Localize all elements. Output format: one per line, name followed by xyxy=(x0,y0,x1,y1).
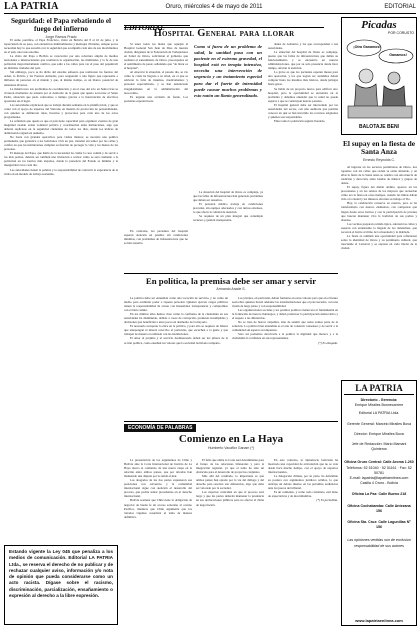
masthead-line: Casilla 4 Oruro - Bolivia xyxy=(360,481,398,486)
issue-date: Oruro, miércoles 4 de mayo de 2011 xyxy=(165,4,263,10)
editorial-col-3: dades de Gobierno y las que corresponden a sus autoridades. La situación del hospital de Oruro es compleja, puesto que las fallas de infraestructura que dañan su funcionamiento y se encuentra en nuevas administraciones, que por su sola presencia desde hace tiempo, afectan la atención. Lo grave es que los pacientes esperan meses para una operación, y los que logran ser atendidos deben comprar hasta los insumos más básicos, desde jeringas hasta gasas. Se habla de un proyecto nuevo para edificar otro hospital, pero la oportunidad se encuentra en el problema y debemos entender que la salud no puede esperar a que se construyan nuevas paredes. El hospital general debe ser intervenido por las autoridades del sector, con una auditoría que permita conocer en qué se han invertido los recursos asignados y quiénes son responsables. Entre tanto la población seguirá llorando. xyxy=(268,42,338,123)
page-header xyxy=(4,1,416,14)
masthead-line: Teléfonos: 52 51040 · 52 51161 · Fax: 52 50781 xyxy=(346,465,412,475)
editorial-col-2: La situación del hospital de Oruro es compleja, ya que las fallas de infraestructura han generado problemas que deben ser resueltos. El personal médico trabaja en condiciones precarias, sin equipos adecuados y con turnos extensos, lo que afecta la calidad de atención. Se requiere de un plan integral que contemple recursos y gestión transparente. xyxy=(193,190,263,223)
cartoon-caption: BALOTAJE BENI xyxy=(359,124,399,130)
article-supay xyxy=(341,140,417,162)
article-byline: Armando Aracle S. xyxy=(216,287,246,291)
article-body: Al ingresar en los sectores periurbanos de Oruro, nos topamos con las calles que recién se están abriendo, y en ellas la fiesta de la Santa Anza se celebra con una mezcla de tradición y devoción, entre bandas de música y grupos de danza. El supay, figura del diablo andino, aparece en las procesiones y en los relatos de los mayores que recuerdan cómo era la fiesta en otros tiempos, cuando las minas daban vida a la ciudad y los mineros ofrecían su trabajo al Tío. Hoy, la celebración conserva su esencia, pero se ha transformado con nuevos elementos, con comparsas que llegan desde otros barrios y con la participación de jóvenes que buscan mantener viva la tradición de sus padres y abuelos. Los vecinos preparan comida típica, adornan las calles y esperan con entusiasmo la llegada de los danzarines, que recorren el barrio al ritmo de la morenada y la diablada. La fiesta es también una oportunidad para reflexionar sobre la identidad de Oruro y su patrimonio cultural, que trasciende el Carnaval y se expresa en cada rincón de la ciudad. xyxy=(341,165,417,250)
masthead-line: Gerente General: Marcelo Miralles Bova xyxy=(346,421,412,426)
editorial-pullquote: Como si fuera de un problema de salud, la sanidad pasa con un paciente en el extremo gravedad, el hospital está en terapia intensiva, necesita una intervención de urgencia y un tratamiento especial para dar el fuerte de intensidad puede causar muchos problemas y esto razón un llanto generalizado. xyxy=(194,44,262,98)
editorial-col-1b: En contraste, los pacientes del hospital esperan atención en pasillos sin condiciones mínimas, con problemas de infraestructura que no se han resuelto. xyxy=(124,229,188,246)
article-haya-col-3: En este contexto, la diplomacia boliviana ha mostrado una capacidad de articulación que no se veía desde hace mucho tiempo, con el apoyo de expertos internacionales. La delegación chilena, por su parte, ha defendido su postura con argumentos jurídicos sólidos, lo que anticipa un debate intenso en las próximas audiencias ante los jueces del tribunal. Es un comienzo, y como todo comienzo, está lleno de expectativas y de incertidumbre. (*) Es periodista. xyxy=(268,458,338,503)
editorial-label-box xyxy=(124,17,190,26)
masthead-line: Oficina Sta. Cruz: Calle Lagunillas Nº 156 xyxy=(347,520,411,530)
article-title: En política, la premisa debe ser amar y servir xyxy=(145,276,317,286)
column-kicker: ECONOMÍA DE PALABRAS xyxy=(124,424,196,432)
legal-notice xyxy=(4,545,118,625)
article-body: El sumo pontífice, el Papa Francisco, visitó en Bolivia del 8 al 10 de julio, y la repercusión de su paso, con encuentros multitudinarios y mensajes vibrantes, aunque pocos recuerdan hoy lo que sucedió con la seguridad que acompañó cada uno de sus movimientos en el país, una tarea enorme. La visita del Papa a Bolivia se caracterizó por una cobertura amplia de medios nacionales e internacionales que resaltaron la organización, las multitudes y la fe de una población mayoritariamente católica, que salió a las calles para ver el paso del papamóvil en distintas ciudades del país. Sin embargo, poco se ha dicho del enorme esfuerzo que realizaron las fuerzas del orden, la Policía y las Fuerzas Armadas, para resguardar a una figura que representa a millones de personas en el mundo y que, al mismo tiempo, es un blanco potencial de amenazas diversas. La misión tuvo sus problemas de coordinación, y en el caso del acto en Santa Cruz se vivieron momentos de tensión por el desborde de la gente que quería acercarse al Santo Padre, situación que pudo controlarse a tiempo gracias a la intervención de efectivos apostados en el lugar. Las autoridades explicaron que se trabajó durante semanas en la planificación, y que se contó con el apoyo de expertos del Vaticano en materia de protección de personalidades, con quienes se definieron rutas, horarios y protocolos para cada uno de los actos programados. La reflexión que queda es que el país tiene capacidad para organizar eventos de gran magnitud cuando existe voluntad política y coordinación entre instituciones, algo que debería replicarse en la seguridad ciudadana de todos los días, donde los índices de delincuencia siguen en aumento. No basta con grandes operativos para visitas ilustres; se necesita una política permanente que garantice a los bolivianos vivir en paz, transitar sin temor por las calles y confiar en que las instituciones cumplen su función de proteger la vida y los bienes de las personas. El mensaje del Papa, que habló de la necesidad de cuidar la casa común y de servir a los más pobres, debería ser también una invitación a revisar cómo se está cuidando a la población en los barrios más alejados, donde la presencia del Estado es mínima y la inseguridad crece cada día. Las autoridades tienen la palabra y la responsabilidad de convertir la experiencia de la visita en un modelo de trabajo sostenido. xyxy=(4,38,118,176)
article-byline: Ernesto Reynolds C. xyxy=(362,158,396,163)
editorial-header xyxy=(124,17,324,39)
editorial-pullquote-box xyxy=(193,42,263,192)
cartoon-title: Picadas xyxy=(361,19,397,31)
masthead-web[interactable]: www.lapatriaenlinea.com xyxy=(355,618,403,623)
article-politica-header xyxy=(124,276,338,291)
masthead-list xyxy=(344,398,414,549)
divider xyxy=(124,421,338,422)
article-seguridad xyxy=(4,17,118,39)
editorial-title: Hospital General para llorar xyxy=(153,28,295,39)
article-politica-col-2: Los jóvenes, en particular, deben formarse en estos valores para que en el futuro sean ellos quienes lleven adelante las transformaciones que el país necesita, con una visión de largo plazo y con responsabilidad. Las organizaciones sociales y los partidos políticos tienen un rol fundamental en la formación de nuevos liderazgos, y deben promover la participación democrática y el respeto a las diferencias. No se trata de buscar culpables, sino de asumir que todos somos parte de la solución. La política bien entendida es el arte de construir consensos y de servir a la comunidad sin esperar recompensas. Solo así podremos devolverle a la política la dignidad que merece y a la ciudadanía la confianza en sus representantes. (*) Es abogado. xyxy=(232,296,338,345)
masthead-line: Director: Enrique Miralles Bova xyxy=(354,431,404,436)
masthead-box xyxy=(341,380,417,626)
cartoon-bubble-2: Ganamos! xyxy=(389,53,407,57)
article-title: Seguridad: el Papa rebatiendo el fuego del infierno xyxy=(10,17,112,33)
cartoon-panel xyxy=(341,17,417,135)
masthead-line: Oficina Cochabamba: Calle Antezana 156 xyxy=(347,503,411,513)
masthead-line: Jefe de Redacción: Mario Mamani Quinteros xyxy=(351,442,407,452)
article-haya-col-1: La presentación de los argumentos de Chile y Bolivia ante la Corte Internacional de Justicia de La Haya marca el comienzo de una nueva etapa en la relación entre ambos países, que por décadas han mantenido una disputa por la salida al mar. Los abogados de las dos partes expusieron sus posiciones con solvencia, y la comunidad internacional sigue con atención el desarrollo del proceso, que podría sentar precedentes en el derecho internacional. Bolivia sostiene que Chile tiene la obligación de negociar de buena fe un acceso soberano al océano Pacífico, mientras que Chile argumenta que los tratados vigentes resuelven el tema de manera definitiva. xyxy=(124,458,192,519)
cartoon-bubble-1: ¡Otra Ganamos! xyxy=(353,45,381,49)
article-title: Comienzo en La Haya xyxy=(178,433,284,445)
masthead-line: E-mail: lapatria@lapatriaenlinea.com xyxy=(349,476,409,481)
article-haya-col-2: El fallo que emita la Corte será determinante para el futuro de las relaciones bilaterales y para la integración regional, ya que el tema ha sido un obstáculo para el desarrollo de proyectos conjuntos. Más allá del resultado, lo importante es que ambos países han optado por la vía del diálogo y del derecho para resolver sus diferencias, algo que debe ser valorado por la sociedad. Los expertos coinciden en que el proceso será largo y que las partes deberán mantener la prudencia en sus declaraciones públicas para no afectar el clima de negociación. xyxy=(196,458,264,507)
article-politica-col-1: La política debe ser entendida como una vocación de servicio, y no como un medio para acumular poder o riqueza personal. Quienes ejercen cargos públicos tienen la responsabilidad de actuar con honestidad, transparencia y compromiso con el bien común. En los últimos años hemos visto cómo la confianza de la ciudadanía en sus autoridades ha disminuido, debido a casos de corrupción, promesas incumplidas y decisiones que benefician a unos pocos en desmedro de la mayoría. Es necesario recuperar la ética en la política, y para ello se requiere de líderes que antepongan el interés colectivo al particular, que escuchen a la gente y que trabajen de manera coordinada con las instituciones. El amor al prójimo y el servicio desinteresado deben ser los pilares de la acción política, como enseñan los valores que la sociedad boliviana comparte. xyxy=(124,296,228,345)
masthead-line: Editorial LA PATRIA Ltda. xyxy=(358,411,400,416)
article-byline: Humberto Vacaflor Ganam (*) xyxy=(207,446,255,450)
legal-notice-text: Estando vigente la Ley 045 que penaliza a los medios de comunicación. Editorial LA PATRIA Ltda., se reserva el derecho de no publicar y de rechazar cualquier aviso, información y/o nota de opinión que pueda considerarse como un acto racista. Dígase sobre el racismo, discriminación, parcialización, ensañamiento o expresión al derecho a la libre expresión. xyxy=(9,549,113,599)
article-byline: Jorge Ramos Prado xyxy=(45,35,77,39)
cartoon-drawing xyxy=(344,36,416,124)
section-name: EDITORIAL xyxy=(384,4,416,10)
divider xyxy=(124,273,338,274)
masthead-line: Las opiniones vertidas son de exclusiva responsabilidad de sus autores xyxy=(347,538,411,548)
newspaper-logo: LA PATRIA xyxy=(4,1,59,12)
masthead-logo: LA PATRIA xyxy=(344,383,414,395)
masthead-line: Oficina La Paz: Calle Bueno 218 xyxy=(351,492,407,497)
editorial-col-1: Si tener todos los males que aquejan al Hospital General San Juan de Dios de nuestra ciudad, dirigentes de la Federación de Trabajadores en Salud de Oruro, solicitaron al gobierno que realizara el saneamiento de Oruro, preocupados en el sentimiento de pesar, señalando que "de llorar es el hospital". Al observar la situación, el pasado día, se vio cómo la crisis ha llegado a su nivel, en el que se advierte la falta de insumos, medicamentos y personal especializado, y se han denunciado irregularidades en la administración del nosocomio. Es urgente una revisión de fondo. Los pacientes esperan horas. xyxy=(124,42,188,103)
masthead-line: Enrique Miralles Bonnecarrere xyxy=(354,403,404,408)
cartoon-signature: POR CORUSTO xyxy=(388,31,414,35)
masthead-line: Directorio - Gerencia: xyxy=(360,398,398,402)
article-title: El supay en la fiesta de Santa Anza xyxy=(342,139,416,157)
masthead-line: Oficina Oruro Central: Calle Aroma 1.260 xyxy=(344,460,414,465)
article-haya-header xyxy=(124,433,338,450)
